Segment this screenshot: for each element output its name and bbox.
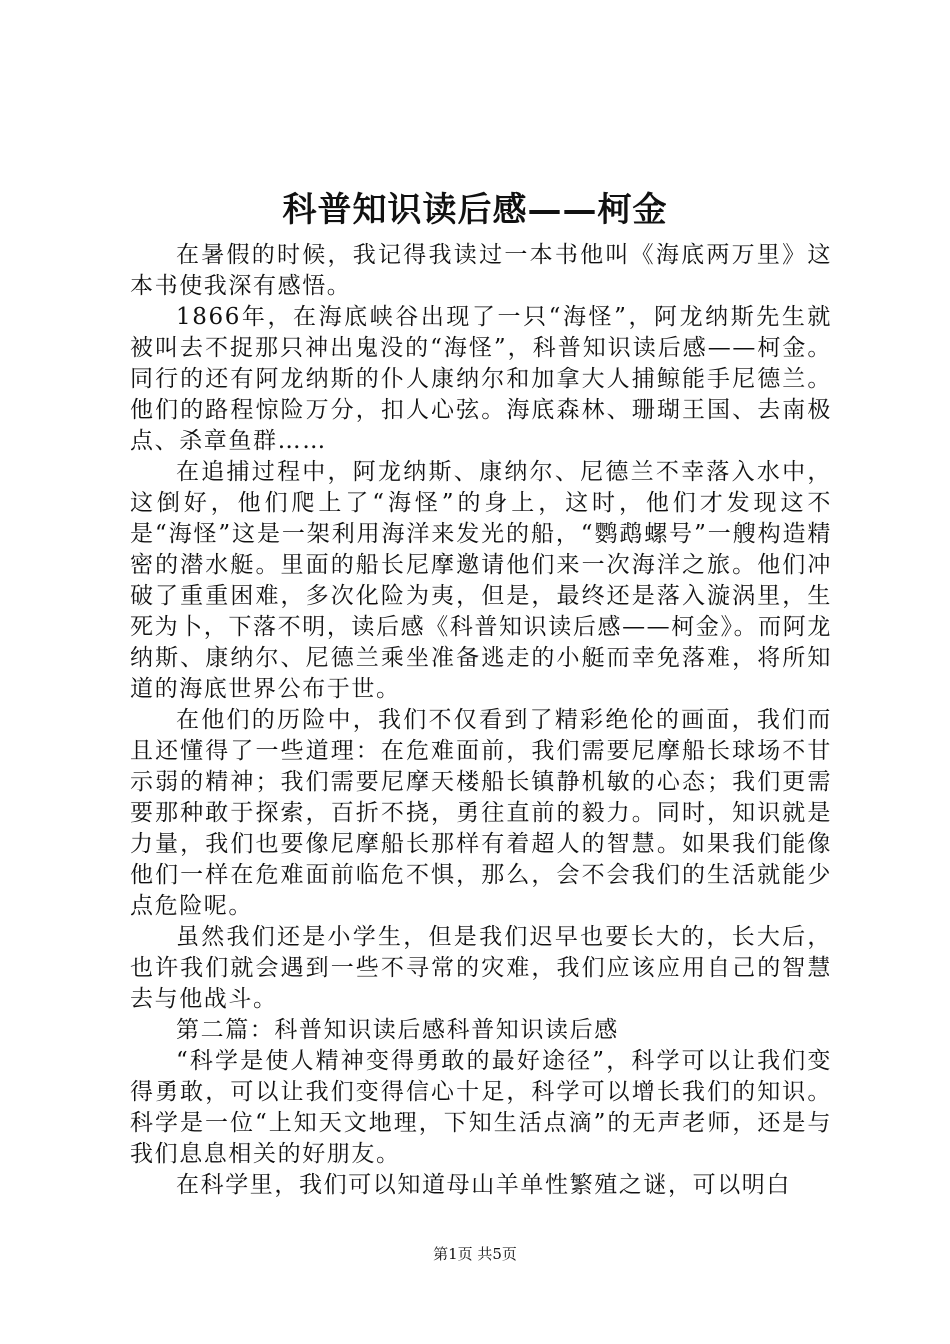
paragraph: 在科学里，我们可以知道母山羊单性繁殖之谜，可以明白 <box>176 1172 791 1198</box>
paragraph: 在暑假的时候，我记得我读过一本书他叫《海底两万里》这本书使我深有感悟。 <box>130 242 832 299</box>
document-title: 科普知识读后感——柯金 <box>282 190 668 230</box>
page-footer: 第1页 共5页 <box>433 1245 517 1263</box>
document-body <box>130 240 832 1201</box>
paragraph: 在追捕过程中，阿龙纳斯、康纳尔、尼德兰不幸落入水中，这倒好，他们爬上了“海怪”的身上，这时，他们才发现这不是“海怪”这是一架利用海洋来发光的船，“鹦鹉螺号”一艘构造精密的潜水艇。里面的船长尼摩邀请他们来一次海洋之旅。他们冲破了重重困难，多次化险为夷，但是，最终还是落入漩涡里，生死为卜，下落不明，读后感《科普知识读后感——柯金》。而阿龙纳斯、康纳尔、尼德兰乘坐准备逃走的小艇而幸免落难，将所知道的海底世界公布于世。 <box>130 459 832 702</box>
paragraph: 在他们的历险中，我们不仅看到了精彩绝伦的画面，我们而且还懂得了一些道理：在危难面前，我们需要尼摩船长球场不甘示弱的精神；我们需要尼摩天楼船长镇静机敏的心态；我们更需要那种敢于探索，百折不挠，勇往直前的毅力。同时，知识就是力量，我们也要像尼摩船长那样有着超人的智慧。如果我们能像他们一样在危难面前临危不惧，那么，会不会我们的生活就能少点危险呢。 <box>130 707 832 919</box>
paragraph: 虽然我们还是小学生，但是我们迟早也要长大的，长大后，也许我们就会遇到一些不寻常的灾难，我们应该应用自己的智慧去与他战斗。 <box>130 924 832 1012</box>
paragraph: “科学是使人精神变得勇敢的最好途径”，科学可以让我们变得勇敢，可以让我们变得信心十足，科学可以增长我们的知识。科学是一位“上知天文地理，下知生活点滴”的无声老师，还是与我们息息相关的好朋友。 <box>130 1048 832 1167</box>
section-heading: 第二篇：科普知识读后感科普知识读后感 <box>176 1017 619 1043</box>
paragraph: 1866年，在海底峡谷出现了一只“海怪”，阿龙纳斯先生就被叫去不捉那只神出鬼没的“海怪”，科普知识读后感——柯金。同行的还有阿龙纳斯的仆人康纳尔和加拿大人捕鲸能手尼德兰。他们的路程惊险万分，扣人心弦。海底森林、珊瑚王国、去南极点、杀章鱼群…… <box>130 304 832 454</box>
